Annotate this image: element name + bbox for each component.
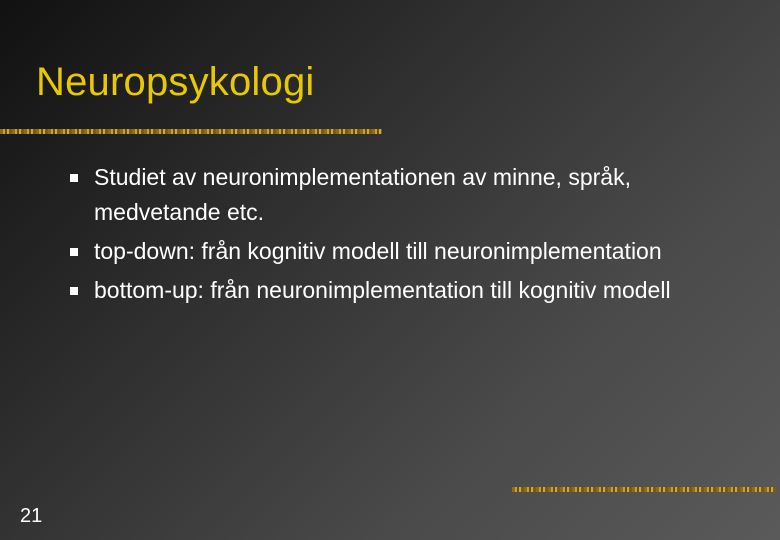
- bullet-item: [70, 234, 750, 269]
- square-bullet-icon: [70, 287, 78, 295]
- bullet-item: [70, 160, 750, 230]
- bullet-item: [70, 273, 750, 308]
- square-bullet-icon: [70, 248, 78, 256]
- bullet-list: [70, 160, 750, 312]
- title-divider: [0, 129, 382, 134]
- page-number: 21: [20, 505, 43, 527]
- bullet-text: Studiet av neuronimplementationen av minne, språk, medvetande etc.: [94, 164, 631, 225]
- footer-divider: [512, 487, 776, 492]
- square-bullet-icon: [70, 174, 78, 182]
- slide-title: Neuropsykologi: [36, 60, 315, 104]
- bullet-text: top-down: från kognitiv modell till neuronimplementation: [94, 238, 662, 264]
- bullet-text: bottom-up: från neuronimplementation till kognitiv modell: [94, 277, 671, 303]
